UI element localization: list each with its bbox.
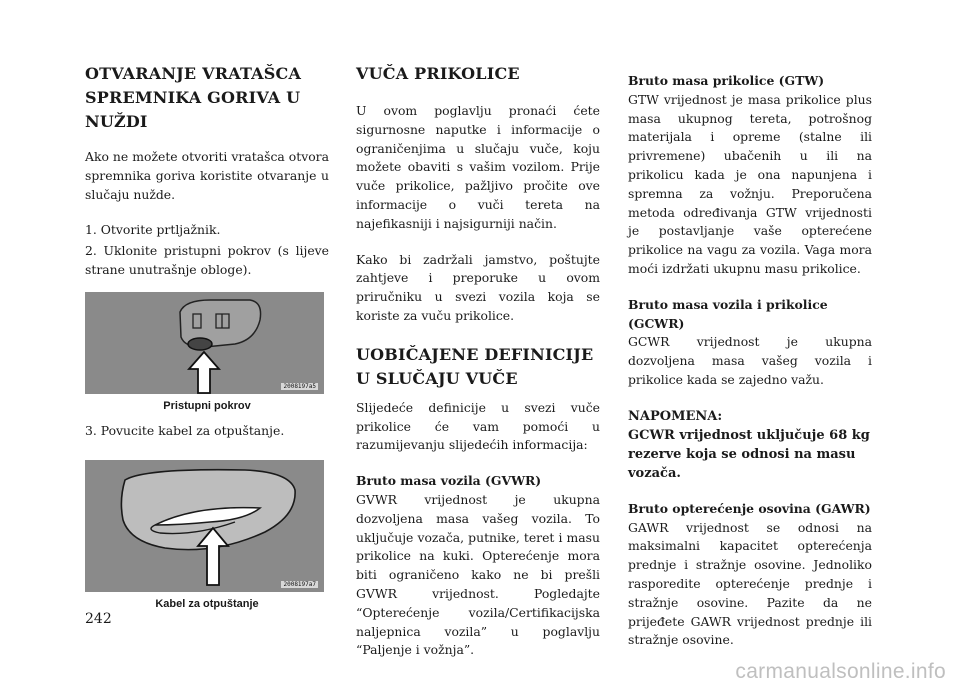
column-right: [628, 72, 872, 667]
section-heading-definitions: UOBIČAJENE DEFINICIJE U SLUČAJU VUČE: [356, 344, 594, 388]
column-middle: [356, 62, 600, 677]
access-cover-illustration: [85, 292, 324, 394]
definitions-intro: Slijedeće definicije u svezi vuče prikolice će vam pomoći u razumijevanju slijedećih informacija:: [356, 399, 600, 453]
fuel-door-intro: Ako ne možete otvoriti vratašca otvora spremnika goriva koristite otvaranje u slučaju nužde.: [85, 149, 329, 202]
gvwr-text: GVWR vrijednost je ukupna dozvoljena masa vašeg vozila. To uključuje vozača, putnike, teret i masu prikolice na kuki. Opterećenje mora biti ograničeno kako ne bi prešli GVWR vrijednost. Pogledajte “Opterećenje vozila/Certifikacijska naljepnica vozila” u poglavlju “Paljenje i vožnja”.: [356, 491, 600, 658]
watermark: carmanualsonline.info: [735, 660, 946, 683]
figure-caption-release-cable: Kabel za otpuštanje: [155, 597, 259, 610]
page-number: 242: [85, 611, 112, 627]
step-3: 3. Povucite kabel za otpuštanje.: [85, 422, 285, 438]
note-text: GCWR vrijednost uključuje 68 kg rezerve koja se odnosi na masu vozača.: [628, 427, 870, 481]
gcwr-title: Bruto masa vozila i prikolice (GCWR): [628, 296, 828, 331]
gawr-title: Bruto opterećenje osovina (GAWR): [628, 500, 871, 516]
gtw-title: Bruto masa prikolice (GTW): [628, 73, 825, 88]
figure-access-cover: [85, 292, 324, 394]
figure-code: 2008197a5: [283, 382, 316, 390]
gawr-text: GAWR vrijednost se odnosi na maksimalni kapacitet opterećenja prednje i stražnje osovine. Jednoliko rasporedite opterećenje prednje i stražnje osovine. Pazite da ne prijeđete GAWR vrijednost prednje ili stražnje osovine.: [628, 519, 872, 648]
column-left: [85, 62, 329, 620]
release-cable-illustration: [85, 460, 324, 592]
gvwr-title: Bruto masa vozila (GVWR): [356, 473, 542, 489]
gcwr-text: GCWR vrijednost je ukupna dozvoljena masa vašeg vozila i prikolice kada se zajedno važu.: [628, 334, 872, 387]
step-2: 2. Uklonite pristupni pokrov (s lijeve strane unutrašnje obloge).: [85, 243, 329, 277]
warranty-paragraph: Kako bi zadržali jamstvo, poštujte zahtjeve i preporuke u ovom priručniku u svezi vozila koja se koriste za vuču prikolice.: [356, 251, 600, 323]
figure-release-cable: [85, 460, 324, 592]
note-label: NAPOMENA:: [628, 408, 723, 424]
gtw-text: GTW vrijednost je masa prikolice plus masa ukupnog tereta, potrošnog materijala i opreme (stalne ili privremene) ubačenih u ili na prikolicu kada je ona napunjena i spremna za vožnju. Preporučena metoda određivanja GTW vrijednosti je postavljanje vaše opterećene prikolice na vagu za vozila. Vaga mora moći izdržati ukupnu masu prikolice.: [628, 91, 872, 276]
step-1: 1. Otvorite prtljažnik.: [85, 222, 221, 238]
figure-code: 2008197a7: [283, 580, 316, 588]
trailer-towing-intro: U ovom poglavlju pronaći ćete sigurnosne naputke i informacije o ograničenjima u slučaju vuče, koju možete obaviti s vašim vozilom. Prije vuče prikolice, pažljivo pročite ove informacije o vuči tereta na najefikasniji i najsigurniji način.: [356, 103, 600, 231]
figure-caption-access-cover: Pristupni pokrov: [163, 399, 251, 412]
section-heading-fuel-door: OTVARANJE VRATAŠCA SPREMNIKA GORIVA U NUŽDI: [85, 64, 302, 131]
section-heading-trailer-towing: VUČA PRIKOLICE: [356, 64, 520, 83]
